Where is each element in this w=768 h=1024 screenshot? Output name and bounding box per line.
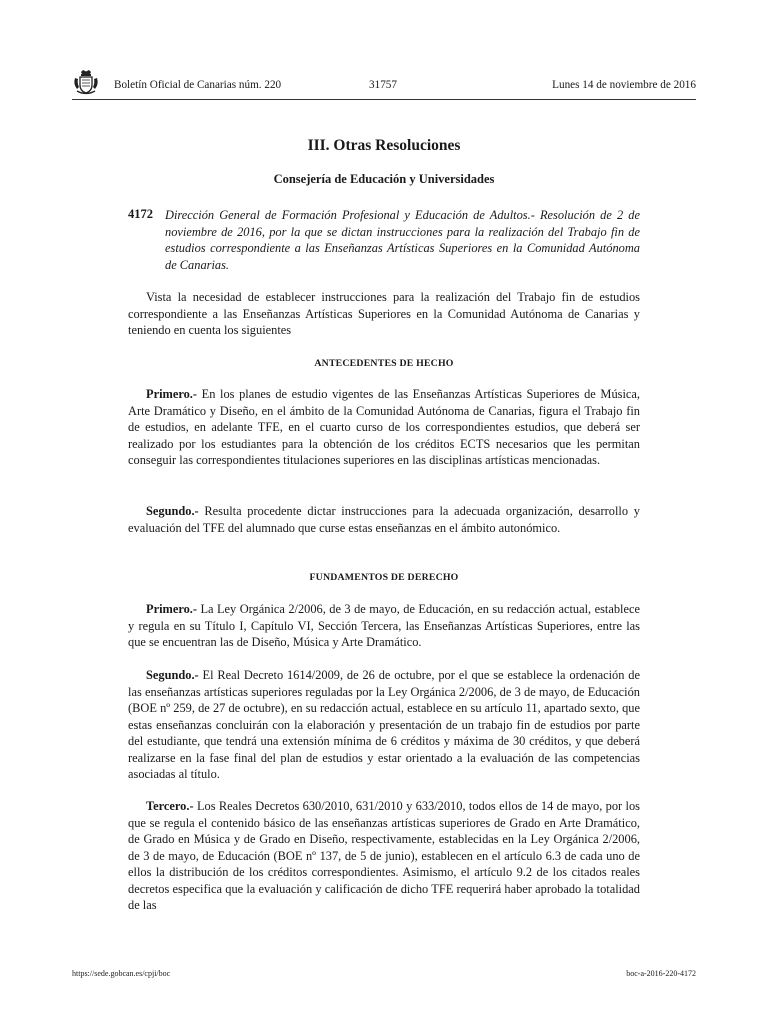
paragraph-text: En los planes de estudio vigentes de las Enseñanzas Artísticas Superiores de Música, Arte Dramático y Diseño, en el ámbito de la Comunidad Autónoma de Canarias, figura el Trabajo fin de estudios, en adelante TFE, en el cuarto curso de los correspondientes estudios, que deberá ser realizado por los estudiantes para la obtención de los créditos ECTS necesarios que les permitan conseguir las correspondientes titulaciones superiores en las disciplinas artísticas mencionadas. [128,387,640,467]
page-header [72,68,696,98]
paragraph-lead: Segundo.- [146,504,199,518]
paragraph-text: El Real Decreto 1614/2009, de 26 de octubre, por el que se establece la ordenación de las enseñanzas artísticas superiores reguladas por la Ley Orgánica 2/2006, de 3 de mayo, de Educación (BOE nº 259, de 27 de octubre), en su redacción actual, establece en su artículo 11, apartado sexto, que estas enseñanzas concluirán con la elaboración y presentación de un trabajo fin de estudios por parte del estudiante, que tendrá una extensión mínima de 6 créditos y máxima de 30 créditos, y que deberá realizarse en la fase final del plan de estudios y estar orientado a la evaluación de las competencias asociadas al título. [128,668,640,781]
page-number: 31757 [369,79,397,91]
fundamentos-paragraph-3 [128,798,640,914]
coat-of-arms-icon [72,68,100,96]
antecedentes-paragraph-1 [128,386,640,469]
paragraph-lead: Primero.- [146,602,198,616]
publication-date: Lunes 14 de noviembre de 2016 [552,79,696,91]
intro-paragraph: Vista la necesidad de establecer instrucciones para la realización del Trabajo fin de estudios correspondiente a las Enseñanzas Artísticas Superiores en la Comunidad Autónoma de Canarias y teniendo en cuenta los siguientes [128,290,640,337]
paragraph-lead: Tercero.- [146,799,194,813]
footer-code: boc-a-2016-220-4172 [626,969,696,978]
paragraph-text: La Ley Orgánica 2/2006, de 3 de mayo, de Educación, en su redacción actual, establece y regula en su Título I, Capítulo VI, Sección Tercera, las Enseñanzas Artísticas Superiores, entre las que se encuentran las de Diseño, Música y Arte Dramático. [128,602,640,649]
resolution-title: Dirección General de Formación Profesional y Educación de Adultos.- Resolución de 2 de noviembre de 2016, por la que se dictan instrucciones para la realización del Trabajo fin de estudios correspondiente a las Enseñanzas Artísticas Superiores en la Comunidad Autónoma de Canarias. [165,208,640,272]
paragraph-lead: Primero.- [146,387,198,401]
department-name: Consejería de Educación y Universidades [273,172,495,186]
fundamentos-paragraph-1 [128,601,640,651]
paragraph-text: Los Reales Decretos 630/2010, 631/2010 y 633/2010, todos ellos de 14 de mayo, por los que se regula el contenido básico de las enseñanzas artísticas superiores de Grado en Arte Dramático, de Grado en Música y de Grado en Diseño, respectivamente, establecidas en la Ley Orgánica 2/2006, de 3 de mayo, de Educación (BOE nº 137, de 5 de junio), establecen en el artículo 6.3 de cada uno de ellos la distribución de los créditos correspondientes. Asimismo, el artículo 9.2 de los citados reales decretos especifica que la evaluación y calificación de dicho TFE requerirá haber aprobado la totalidad de las [128,799,640,912]
header-divider [72,99,696,100]
antecedentes-heading: ANTECEDENTES DE HECHO [314,358,454,369]
antecedentes-paragraph-2 [128,503,640,536]
fundamentos-heading: FUNDAMENTOS DE DERECHO [309,572,459,583]
footer-url: https://sede.gobcan.es/cpji/boc [72,969,171,978]
resolution-number: 4172 [128,207,153,221]
fundamentos-paragraph-2 [128,667,640,783]
paragraph-lead: Segundo.- [146,668,199,682]
paragraph-text: Resulta procedente dictar instrucciones para la adecuada organización, desarrollo y evaluación del TFE del alumnado que curse estas enseñanzas en el ámbito autonómico. [128,504,640,535]
section-title: III. Otras Resoluciones [307,137,461,154]
journal-name: Boletín Oficial de Canarias núm. 220 [114,79,282,91]
